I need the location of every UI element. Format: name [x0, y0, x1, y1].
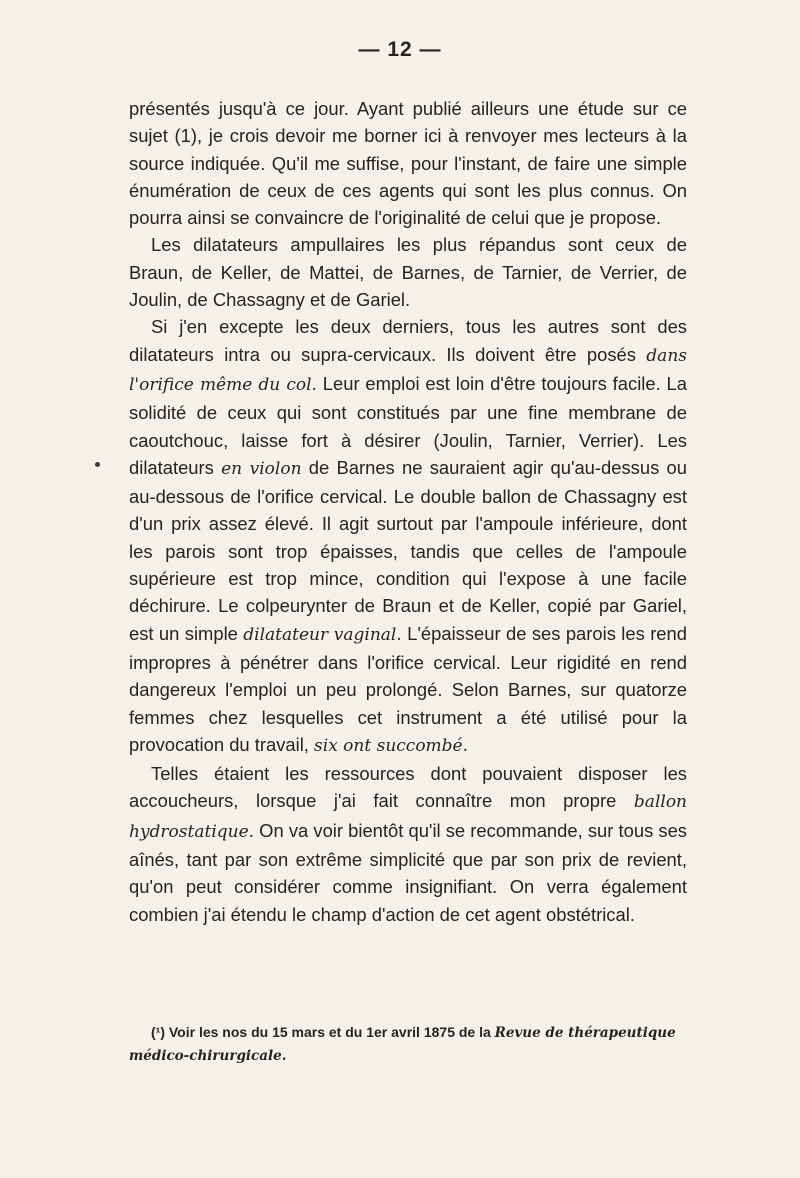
margin-dot [95, 462, 100, 467]
text-run: Les dilatateurs ampullaires les plus répandus sont ceux de Braun, de Keller, de Mattei, de Barnes, de Tarnier, de Verrier, de Joulin, de Chassagny et de Gariel. [129, 234, 687, 311]
italic-text: ballon hydrostatique. [129, 792, 687, 842]
text-run: (¹) Voir les nos du 15 mars et du 1er avril 1875 de la [151, 1024, 495, 1040]
paragraph [129, 760, 687, 928]
footnote [129, 1021, 687, 1067]
text-run: L'épaisseur de ses parois les rend impropres à pénétrer dans l'orifice cervical. Leur rigidité en rend dangereux l'emploi un peu prolongé. Selon Barnes, sur quatorze femmes chez lesquelles cet instrument a été utilisé pour la provocation du travail, [129, 622, 687, 755]
paragraph [129, 313, 687, 760]
text-run: Telles étaient les ressources dont pouvaient disposer les accoucheurs, lorsque j'ai fait connaître mon propre [129, 763, 687, 812]
text-run: On va voir bientôt qu'il se recommande, sur tous ses aînés, tant par son extrême simplicité que par son prix de revient, qu'on peut considérer comme insignifiant. On verra également combien j'ai étendu le champ d'action de cet agent obstétrical. [129, 819, 687, 925]
text-run: Leur emploi est loin d'être toujours facile. La solidité de ceux qui sont constitués par une fine membrane de caoutchouc, laisse fort à désirer (Joulin, Tarnier, Verrier). Les dilatateurs [129, 372, 687, 478]
text-run: de Barnes ne sauraient agir qu'au-dessus ou au-dessous de l'orifice cervical. Le double ballon de Chassagny est d'un prix assez élevé. Il agit surtout par l'ampoule inférieure, dont les parois sont trop épaisses, tandis que celles de l'ampoule supérieure est trop mince, condition qui l'expose à une facile déchirure. Le colpeurynter de Braun et de Keller, copié par Gariel, est un simple [129, 456, 688, 644]
italic-text: dilatateur vaginal. [243, 624, 402, 645]
body-text [129, 95, 687, 928]
italic-text: dans l'orifice même du col. [129, 345, 687, 395]
italic-text: six ont succombé. [314, 735, 469, 756]
text-run: présentés jusqu'à ce jour. Ayant publié ailleurs une étude sur ce sujet (1), je crois devoir me borner ici à renvoyer mes lecteurs à la source indiquée. Qu'il me suffise, pour l'instant, de faire une simple énumération de ceux de ces agents qui sont les plus connus. On pourra ainsi se convaincre de l'originalité de celui que je propose. [129, 98, 687, 229]
italic-text: en violon [221, 458, 302, 479]
paragraph [129, 231, 687, 313]
paragraph [129, 95, 687, 231]
italic-text: Revue de thérapeutique médico-chirurgicale. [129, 1025, 676, 1064]
text-run: Si j'en excepte les deux derniers, tous les autres sont des dilatateurs intra ou supra-cervicaux. Ils doivent être posés [129, 316, 687, 365]
page-number: — 12 — [358, 38, 442, 61]
